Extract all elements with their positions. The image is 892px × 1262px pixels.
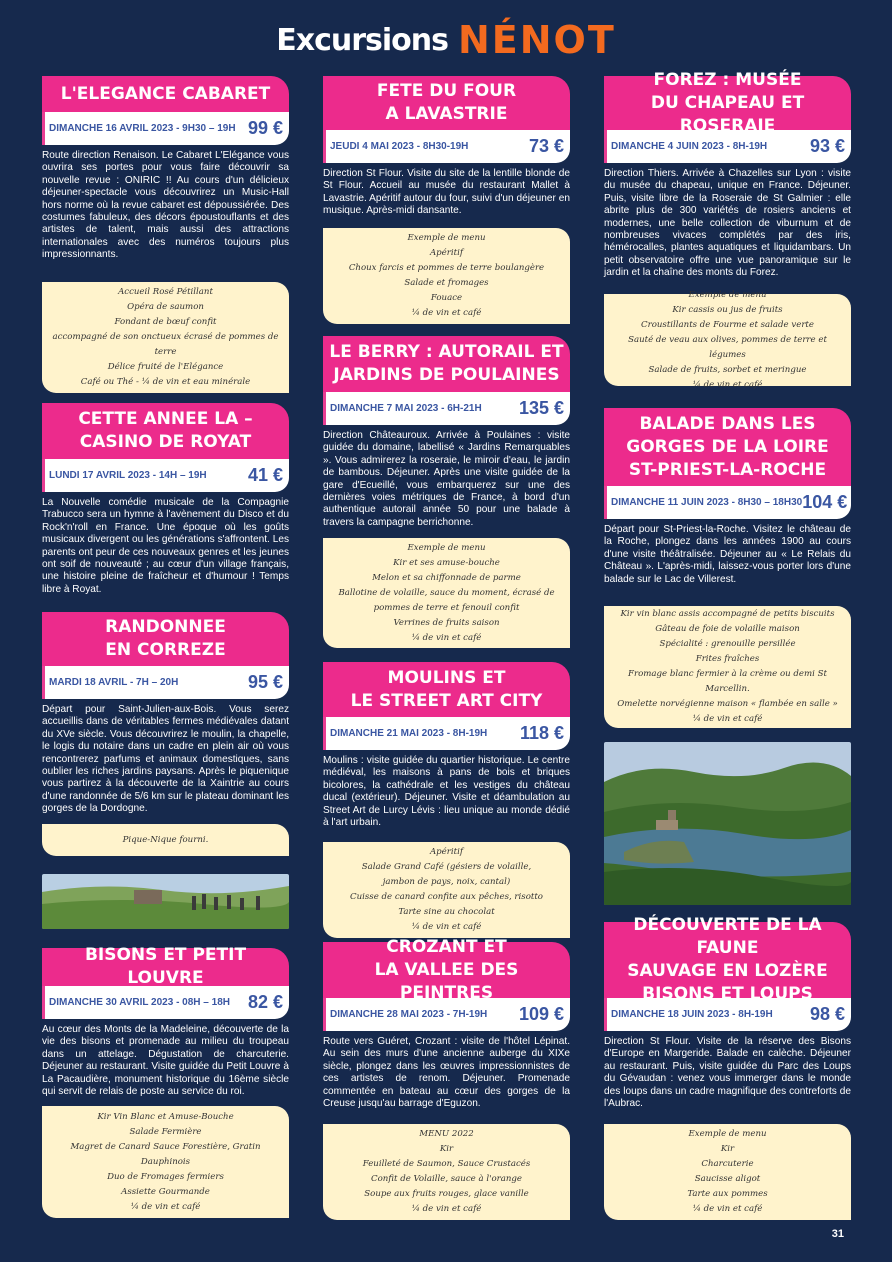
date-price-bar [323,392,570,425]
excursion-date: DIMANCHE 21 MAI 2023 - 8H-19H [330,728,488,739]
menu-box: Exemple de menu Kir cassis ou jus de fruits Croustillants de Fourme et salade verte Sauté de veau aux olives, pommes de terre et légumes Salade de fruits, sorbet et meringue ¼ de vin et café [604,294,851,386]
excursion-description: Direction Châteauroux. Arrivée à Poulaines : visite guidée du domaine, labellisé « Jardins Remarquables ». Vous admirerez la roseraie, le miroir d'eau, le jardin de bambous. Déjeuner. Après une visite guidée de la gare d'Ecueillé, vous embarquerez sur une des dernières voies métriques de France, à bord d'un authentique autorail année 50 pour une balade à travers la campagne berrichonne. [323,430,570,528]
hiking-photo [42,874,289,929]
excursion-date: DIMANCHE 28 MAI 2023 - 7H-19H [330,1009,488,1020]
excursion-description: Route vers Guéret, Crozant : visite de l'hôtel Lépinat. Au sein des murs d'une ancienne auberge du XIXe siècle, plongez dans les œuvres impressionnistes de ces artistes de renom. Déjeuner. Promenade commentée en bateau au cœur des gorges de la Creuse jusqu'au barrage d'Eguzon. [323,1036,570,1110]
excursion-price: 41 € [247,465,283,485]
date-price-bar [42,986,289,1019]
excursion-card [42,945,289,1098]
excursion-price: 95 € [247,672,283,692]
excursion-title: CROZANT ET LA VALLEE DES PEINTRES [323,942,570,998]
menu-box: Apéritif Salade Grand Café (gésiers de volaille, jambon de pays, noix, cantal) Cuisse de canard confite aux pêches, risotto Tarte sine au chocolat ¼ de vin et café [323,842,570,938]
excursion-description: Direction Thiers. Arrivée à Chazelles sur Lyon : visite du musée du chapeau, unique en France. Déjeuner. Puis, visite libre de la Roseraie de St Galmier : elle abrite plus de 300 variétés de rosiers anciens et modernes, une belle collection de viburnum et de nombreuses vivaces complétés par des iris, hémérocalles, plantes aquatiques et liquidambars. Un petit observatoire offre une vue panoramique sur le jardin et la chaîne des monts du Forez. [604,168,851,279]
menu-box: Exemple de menu Kir et ses amuse-bouche Melon et sa chiffonnade de parme Ballotine de volaille, sauce du moment, écrasé de pommes de terre et fenouil confit Verrines de fruits saison ¼ de vin et café [323,538,570,648]
excursion-title: FETE DU FOUR A LAVASTRIE [323,76,570,130]
excursion-title: FOREZ : MUSÉE DU CHAPEAU ET ROSERAIE [604,76,851,130]
excursion-card [604,69,851,280]
gorges-photo-illustration [604,742,851,905]
menu-box: Kir vin blanc assis accompagné de petits biscuits Gâteau de foie de volaille maison Spécialité : grenouille persillée Frites fraîches Fromage blanc fermier à la crème ou demi St Marcellin. Omelette norvégienne maison « flambée en salle » ¼ de vin et café [604,606,851,728]
excursion-title: CETTE ANNEE LA – CASINO DE ROYAT [42,403,289,459]
excursion-price: 99 € [247,118,283,138]
excursion-title: RANDONNEE EN CORREZE [42,612,289,666]
excursion-title: MOULINS ET LE STREET ART CITY [323,662,570,717]
excursion-description: La Nouvelle comédie musicale de la Compagnie Trabucco sera un hymne à l'avènement du Disco et du Rock'n'roll en France. Une époque où les goûts musicaux divergent ou les générations s'affrontent. Les parents ont peur de ces nouveaux genres et les jeunes ont soif de nouveauté ; au cœur d'un village français, une histoire pleine de fraîcheur et d'humour ! Temps libre à Royat. [42,497,289,595]
page-header [0,18,892,74]
menu-box: Kir Vin Blanc et Amuse-Bouche Salade Fermière Magret de Canard Sauce Forestière, Gratin Dauphinois Duo de Fromages fermiers Assiette Gourmande ¼ de vin et café [42,1106,289,1218]
excursion-title: BISONS ET PETIT LOUVRE [42,948,289,986]
gorges-photo [604,742,851,905]
excursion-card [604,408,851,586]
excursion-description: Direction St Flour. Visite du site de la lentille blonde de St Flour. Accueil au musée du restaurant Mallet à Lavastrie. Apéritif autour du four, suivi d'un déjeuner en musique. Après-midi dansante. [323,168,570,217]
excursion-card [323,662,570,829]
page-title: Excursions [276,22,448,58]
excursion-date: DIMANCHE 16 AVRIL 2023 - 9H30 – 19H [49,123,236,134]
excursion-description: Direction St Flour. Visite de la réserve des Bisons d'Europe en Margeride. Balade en calèche. Déjeuner au restaurant. Puis, visite guidée du Parc des Loups du Gévaudan : venez vous immerger dans le monde des loups dans un cadre magnifique des contreforts de l'Aubrac. [604,1036,851,1110]
excursion-date: DIMANCHE 7 MAI 2023 - 6H-21H [330,403,482,414]
menu-box: MENU 2022 Kir Feuilleté de Saumon, Sauce Crustacés Confit de Volaille, sauce à l'orange Soupe aux fruits rouges, glace vanille ¼ de vin et café [323,1124,570,1220]
menu-box: Pique-Nique fourni. [42,824,289,856]
excursion-description: Route direction Renaison. Le Cabaret L'Elégance vous ouvrira ses portes pour vous faire découvrir sa nouvelle revue : ONIRIC !! Au cours d'un délicieux déjeuner-spectacle vous découvrirez un Music-Hall hors norme où la revue cabaret est dépoussiérée. Des costumes fabuleux, des décors époustouflants et des artistes de talent, mais aussi des attractions internationales avec des numéros toujours plus impressionnants. [42,150,289,261]
excursion-date: DIMANCHE 11 JUIN 2023 - 8H30 – 18H30 [611,497,803,508]
excursion-card [42,403,289,596]
excursion-price: 82 € [247,992,283,1012]
date-price-bar [42,112,289,145]
excursion-price: 93 € [809,136,845,156]
date-price-bar [604,486,851,519]
excursion-date: JEUDI 4 MAI 2023 - 8H30-19H [330,141,469,152]
date-price-bar [323,130,570,163]
excursion-description: Départ pour St-Priest-la-Roche. Visitez le château de la Roche, plongez dans les années 1900 au cours d'une visite théâtralisée. Déjeuner au « Le Relais du Château ». L'après-midi, laissez-vous porter lors d'une balade sur le Lac de Villerest. [604,524,851,585]
excursion-title: LE BERRY : AUTORAIL ET JARDINS DE POULAINES [323,336,570,392]
menu-box: Exemple de menu Kir Charcuterie Saucisse aligot Tarte aux pommes ¼ de vin et café [604,1124,851,1220]
excursion-card [323,336,570,529]
excursion-date: DIMANCHE 4 JUIN 2023 - 8H-19H [611,141,768,152]
excursion-price: 104 € [802,492,848,512]
excursion-description: Départ pour Saint-Julien-aux-Bois. Vous serez accueillis dans de véritables fermes médiévales datant du XVe siècle. Vous découvrirez le moulin, la chapelle, le logis du notaire dans un cadre en plein air où vous rencontrerez parfums et animaux domestiques, sans oublier les riches jardins paysans. Après le piquenique vous partirez à la découverte de la Xaintrie au cours d'une randonnée de 5/6 km sur le plateau dominant les gorges de la Dordogne. [42,704,289,815]
date-price-bar [42,459,289,492]
excursion-price: 109 € [518,1004,564,1024]
excursion-card [42,76,289,262]
date-price-bar [323,717,570,750]
excursion-date: MARDI 18 AVRIL - 7H – 20H [49,677,179,688]
excursion-date: DIMANCHE 18 JUIN 2023 - 8H-19H [611,1009,773,1020]
excursion-price: 118 € [519,723,564,743]
excursion-description: Au cœur des Monts de la Madeleine, découverte de la vie des bisons et promenade au milieu du troupeau dans un attelage. Dégustation de charcuterie. Déjeuner au restaurant. Visite guidée du Petit Louvre à La Pacaudière, monument historique du 16ème siècle qui servit de relais de poste au service du roi. [42,1024,289,1098]
excursion-title: DÉCOUVERTE DE LA FAUNE SAUVAGE EN LOZÈRE BISONS ET LOUPS [604,922,851,998]
date-price-bar [42,666,289,699]
excursion-date: DIMANCHE 30 AVRIL 2023 - 08H – 18H [49,997,230,1008]
excursion-title: L'ELEGANCE CABARET [42,76,289,112]
excursion-price: 135 € [518,398,564,418]
excursion-card [604,915,851,1110]
brand-logo: NÉNOT [457,18,616,62]
excursion-price: 98 € [809,1004,845,1024]
excursion-card [323,936,570,1110]
menu-box: Exemple de menu Apéritif Choux farcis et pommes de terre boulangère Salade et fromages Fouace ¼ de vin et café [323,228,570,324]
excursion-card [323,76,570,218]
page-number: 31 [831,1228,844,1240]
hiking-photo-illustration [42,874,289,929]
excursion-title: BALADE DANS LES GORGES DE LA LOIRE ST-PRIEST-LA-ROCHE [604,408,851,486]
excursion-description: Moulins : visite guidée du quartier historique. Le centre médiéval, les maisons à pans de bois et briques bicolores, la cathédrale et les vestiges du château ducal (extérieur). Déjeuner. Visite et déambulation au Street Art de Lurcy Lévis : lieu unique au monde dédié à l'art urbain. [323,755,570,829]
menu-box: Accueil Rosé Pétillant Opéra de saumon Fondant de bœuf confit accompagné de son onctueux écrasé de pommes de terre Délice fruité de l'Elégance Café ou Thé - ¼ de vin et eau minérale [42,282,289,393]
excursion-price: 73 € [528,136,564,156]
excursion-date: LUNDI 17 AVRIL 2023 - 14H – 19H [49,470,207,481]
excursion-card [42,612,289,816]
